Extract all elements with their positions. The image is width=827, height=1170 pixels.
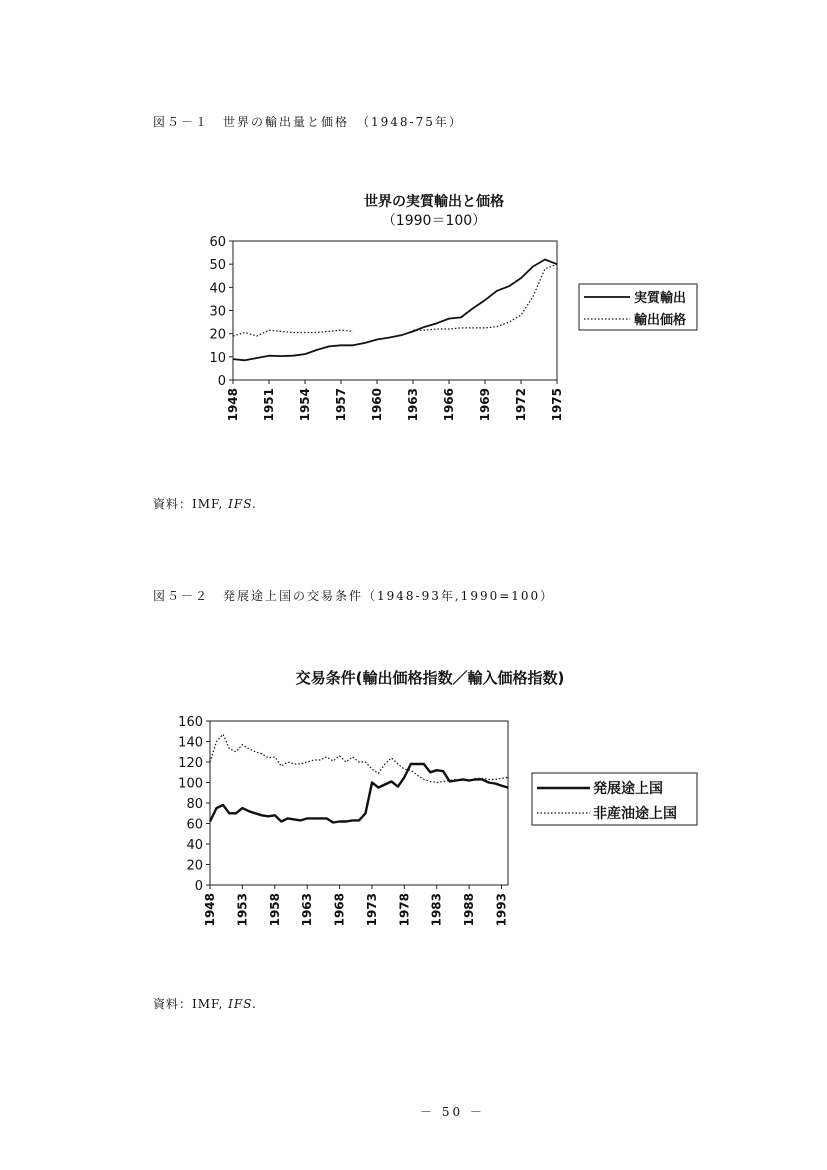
chart1-title: 世界の実質輸出と価格: [364, 194, 504, 210]
chart2-y-tick-label: 140: [178, 735, 203, 751]
chart1-subtitle: （1990＝100）: [381, 213, 487, 229]
figure-1-source-title: IFS.: [228, 497, 257, 511]
chart1-legend-label-2: 輸出価格: [634, 313, 687, 328]
chart2-y-tick-label: 120: [178, 756, 203, 771]
chart2-legend-label-1: 発展途上国: [593, 781, 663, 797]
figure-1-caption: 図５－１ 世界の輸出量と価格 （1948-75年）: [153, 115, 463, 129]
chart1-series-line-2: [233, 330, 353, 336]
chart2-y-tick-label: 60: [186, 817, 203, 833]
chart2-y-tick-label: 20: [186, 858, 203, 874]
chart1-y-tick-label: 60: [209, 235, 226, 250]
chart2-y-tick-label: 40: [186, 838, 203, 853]
figure-1-source: [153, 495, 257, 512]
chart1-y-tick-label: 20: [209, 327, 226, 343]
chart2-x-tick-label: 1978: [397, 893, 412, 927]
chart1-x-tick-label: 1969: [478, 388, 492, 422]
chart1-y-tick-label: 40: [209, 281, 226, 297]
chart1-x-tick-label: 1951: [262, 388, 276, 422]
chart1-y-tick-label: 50: [209, 258, 226, 274]
page-number: － 50 －: [420, 1105, 485, 1119]
chart1-x-tick-label: 1972: [514, 388, 528, 422]
chart2-y-tick-label: 0: [194, 879, 203, 894]
chart2-y-tick-label: 160: [178, 715, 203, 730]
chart2-x-tick-label: 1953: [235, 893, 250, 927]
chart1-x-tick-label: 1960: [370, 388, 384, 422]
chart1-x-tick-label: 1954: [298, 388, 312, 422]
chart2-x-tick-label: 1993: [494, 893, 509, 927]
figure-2-source: [153, 995, 257, 1012]
chart1-y-tick-label: 10: [209, 350, 226, 366]
chart2-y-tick-label: 80: [186, 797, 203, 812]
chart2-x-tick-label: 1968: [332, 893, 347, 927]
chart2-plot-area: [210, 721, 508, 885]
figure-2-source-prefix: 資料：IMF,: [153, 997, 229, 1011]
chart2-y-tick-label: 100: [178, 776, 203, 792]
chart1-y-tick-label: 0: [217, 374, 226, 389]
figure-1-source-prefix: 資料：IMF,: [153, 497, 229, 511]
figure-2-caption: 図５－２ 発展途上国の交易条件（1948-93年,1990=100）: [153, 589, 555, 603]
chart1-series-line-2: [413, 264, 557, 330]
chart1-plot-area: [233, 241, 557, 380]
chart1-x-tick-label: 1966: [442, 388, 456, 422]
chart2-x-tick-label: 1963: [300, 893, 315, 927]
chart1-series-line-1: [233, 260, 557, 361]
chart2-x-tick-label: 1973: [364, 893, 379, 927]
figure-2-source-title: IFS.: [228, 997, 257, 1011]
chart1-y-tick-label: 30: [209, 304, 226, 320]
chart2-x-tick-label: 1958: [267, 893, 282, 927]
chart1-x-tick-label: 1963: [406, 388, 420, 422]
chart2-title: 交易条件(輸出価格指数／輸入価格指数): [295, 669, 565, 687]
chart1-x-tick-label: 1957: [334, 388, 348, 422]
chart2-x-tick-label: 1988: [462, 893, 477, 927]
chart2-x-tick-label: 1983: [429, 893, 444, 927]
chart1-x-tick-label: 1948: [226, 388, 240, 422]
chart2-x-tick-label: 1948: [203, 893, 217, 927]
chart2-legend-label-2: 非産油途上国: [593, 806, 677, 822]
chart1-legend-label-1: 実質輸出: [634, 291, 687, 306]
chart1-x-tick-label: 1975: [550, 388, 564, 422]
chart2-series-line-2: [210, 734, 508, 782]
chart2-series-line-1: [210, 764, 508, 823]
